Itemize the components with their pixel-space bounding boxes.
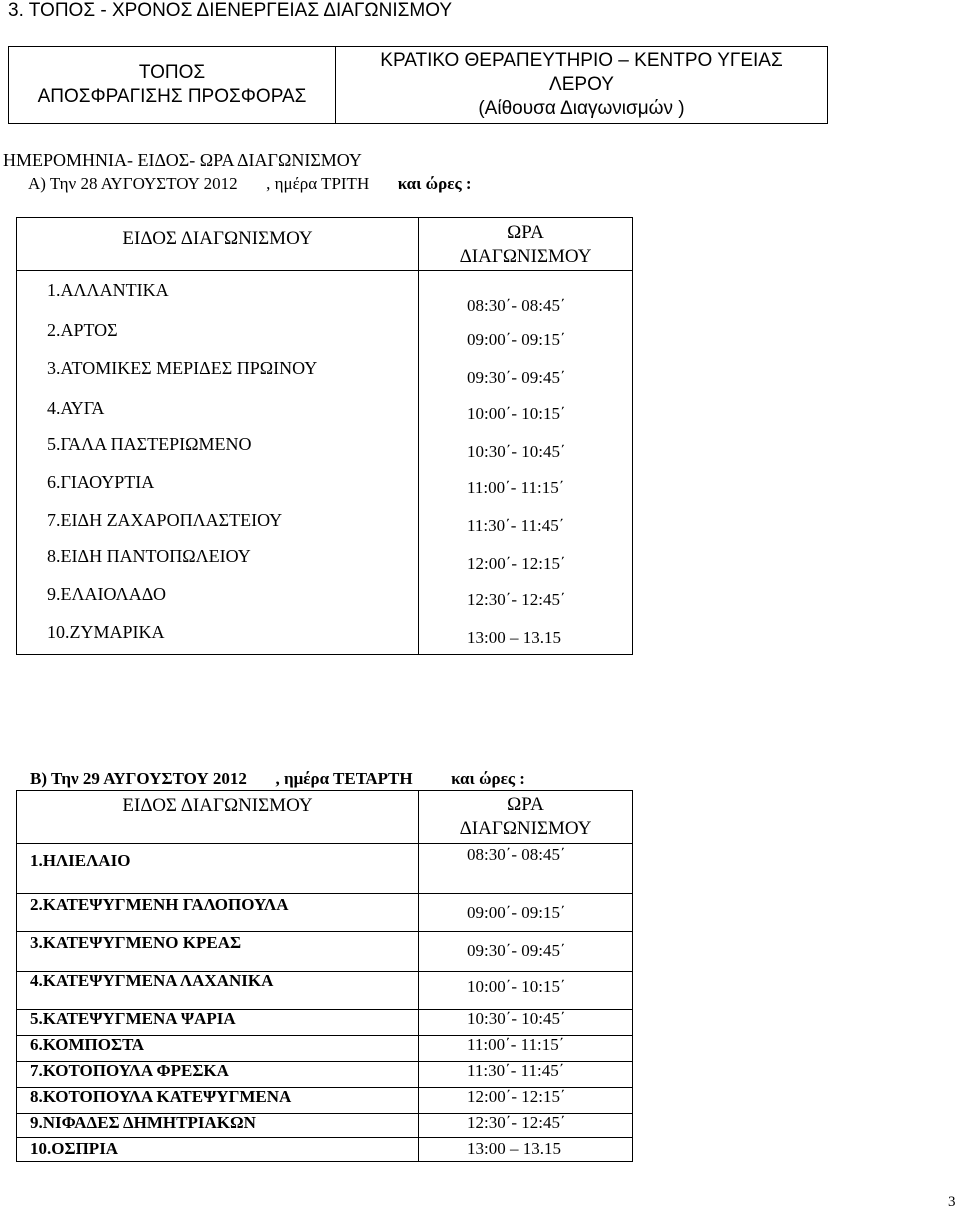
table-a-time: 08:30΄- 08:45΄ — [467, 296, 566, 315]
table-b-row-divider — [17, 1137, 632, 1138]
table-b-item: 4.ΚΑΤΕΨΥΓΜΕΝΑ ΛΑΧΑΝΙΚΑ — [30, 971, 274, 990]
place-label-line2: ΑΠΟΣΦΡΑΓΙΣΗΣ ΠΡΟΣΦΟΡΑΣ — [37, 86, 307, 107]
place-value — [336, 49, 827, 121]
place-value-line3: (Αίθουσα Διαγωνισμών ) — [478, 98, 685, 119]
table-b-time: 10:00΄- 10:15΄ — [467, 977, 566, 996]
table-a-item: 5.ΓΑΛΑ ΠΑΣΤΕΡΙΩΜΕΝΟ — [47, 434, 252, 454]
place-value-line2: ΛΕΡΟΥ — [549, 74, 614, 95]
table-a-time: 11:00΄- 11:15΄ — [467, 478, 565, 497]
table-b-header-time-line2: ΔΙΑΓΩΝΙΣΜΟΥ — [459, 818, 592, 839]
table-a-header-time — [419, 221, 632, 269]
table-a-header-divider — [17, 270, 632, 271]
place-label — [9, 61, 335, 109]
table-a-item: 1.ΑΛΛΑΝΤΙΚΑ — [47, 280, 169, 300]
table-a-header-time-line2: ΔΙΑΓΩΝΙΣΜΟΥ — [459, 246, 592, 267]
place-table — [8, 46, 828, 124]
section-a-day: , ημέρα ΤΡΙΤΗ — [266, 174, 370, 193]
table-a-time: 10:00΄- 10:15΄ — [467, 404, 566, 423]
section-b-intro: Β) Την 29 ΑΥΓΟΥΣΤΟΥ 2012 — [30, 769, 247, 788]
place-value-line1: ΚΡΑΤΙΚΟ ΘΕΡΑΠΕΥΤΗΡΙΟ – ΚΕΝΤΡΟ ΥΓΕΙΑΣ — [380, 50, 783, 71]
table-a-item: 6.ΓΙΑΟΥΡΤΙΑ — [47, 472, 155, 492]
section-a-subheading — [28, 174, 472, 194]
schedule-table-b — [16, 790, 633, 1162]
table-a-header-time-line1: ΩΡΑ — [507, 222, 544, 243]
table-a-time: 12:30΄- 12:45΄ — [467, 590, 566, 609]
table-b-row-divider — [17, 893, 632, 894]
table-b-header-item: ΕΙΔΟΣ ΔΙΑΓΩΝΙΣΜΟΥ — [122, 795, 313, 816]
schedule-table-a — [16, 217, 633, 655]
table-b-time: 11:00΄- 11:15΄ — [467, 1035, 565, 1054]
table-b-item: 5.ΚΑΤΕΨΥΓΜΕΝΑ ΨΑΡΙΑ — [30, 1009, 236, 1028]
table-b-time: 10:30΄- 10:45΄ — [467, 1009, 566, 1028]
table-a-item: 7.ΕΙΔΗ ΖΑΧΑΡΟΠΛΑΣΤΕΙΟΥ — [47, 510, 283, 530]
place-label-line1: ΤΟΠΟΣ — [138, 62, 206, 83]
table-a-header-item: ΕΙΔΟΣ ΔΙΑΓΩΝΙΣΜΟΥ — [122, 228, 313, 249]
table-b-time: 12:30΄- 12:45΄ — [467, 1113, 566, 1132]
table-b-item: 8.ΚΟΤΟΠΟΥΛΑ ΚΑΤΕΨΥΓΜΕΝΑ — [30, 1087, 292, 1106]
section-b-day: , ημέρα ΤΕΤΑΡΤΗ — [275, 769, 413, 788]
table-b-item: 3.ΚΑΤΕΨΥΓΜΕΝΟ ΚΡΕΑΣ — [30, 933, 242, 952]
table-b-row-divider — [17, 931, 632, 932]
table-a-time: 09:00΄- 09:15΄ — [467, 330, 566, 349]
section-a-intro: Α) Την 28 ΑΥΓΟΥΣΤΟΥ 2012 — [28, 174, 238, 193]
table-a-time: 11:30΄- 11:45΄ — [467, 516, 565, 535]
table-a-item: 2.ΑΡΤΟΣ — [47, 320, 118, 340]
table-b-item: 1.ΗΛΙΕΛΑΙΟ — [30, 851, 131, 870]
table-b-time: 08:30΄- 08:45΄ — [467, 845, 566, 864]
table-b-item: 6.ΚΟΜΠΟΣΤΑ — [30, 1035, 145, 1054]
page-number: 3 — [948, 1194, 956, 1210]
table-a-item: 3.ΑΤΟΜΙΚΕΣ ΜΕΡΙΔΕΣ ΠΡΩΙΝΟΥ — [47, 358, 318, 378]
section-a-hours: και ώρες : — [397, 174, 472, 193]
table-b-time: 13:00 – 13.15 — [467, 1139, 561, 1158]
date-heading: ΗΜΕΡΟΜΗΝΙΑ- ΕΙΔΟΣ- ΩΡΑ ΔΙΑΓΩΝΙΣΜΟΥ — [3, 150, 362, 170]
table-b-column-divider — [418, 791, 419, 1161]
table-b-time: 09:00΄- 09:15΄ — [467, 903, 566, 922]
table-b-item: 7.ΚΟΤΟΠΟΥΛΑ ΦΡΕΣΚΑ — [30, 1061, 229, 1080]
section-heading: 3. ΤΟΠΟΣ - ΧΡΟΝΟΣ ΔΙΕΝΕΡΓΕΙΑΣ ΔΙΑΓΩΝΙΣΜΟΥ — [8, 0, 453, 21]
section-b-subheading — [30, 769, 525, 789]
table-a-item: 10.ΖΥΜΑΡΙΚΑ — [47, 622, 165, 642]
table-a-column-divider — [418, 218, 419, 654]
table-a-item: 9.ΕΛΑΙΟΛΑΔΟ — [47, 584, 166, 604]
table-b-header-time — [419, 793, 632, 841]
table-a-time: 13:00 – 13.15 — [467, 628, 561, 647]
table-b-time: 11:30΄- 11:45΄ — [467, 1061, 565, 1080]
table-b-item: 10.ΟΣΠΡΙΑ — [30, 1139, 119, 1158]
table-a-time: 09:30΄- 09:45΄ — [467, 368, 566, 387]
table-a-time: 12:00΄- 12:15΄ — [467, 554, 566, 573]
table-b-item: 9.ΝΙΦΑΔΕΣ ΔΗΜΗΤΡΙΑΚΩΝ — [30, 1113, 256, 1132]
table-a-item: 8.ΕΙΔΗ ΠΑΝΤΟΠΩΛΕΙΟΥ — [47, 546, 251, 566]
table-a-item: 4.ΑΥΓΑ — [47, 398, 105, 418]
table-b-time: 09:30΄- 09:45΄ — [467, 941, 566, 960]
table-b-time: 12:00΄- 12:15΄ — [467, 1087, 566, 1106]
table-b-header-time-line1: ΩΡΑ — [507, 794, 544, 815]
table-b-item: 2.ΚΑΤΕΨΥΓΜΕΝΗ ΓΑΛΟΠΟΥΛΑ — [30, 895, 289, 914]
table-a-time: 10:30΄- 10:45΄ — [467, 442, 566, 461]
section-b-hours: και ώρες : — [451, 769, 525, 788]
table-b-row-divider — [17, 843, 632, 844]
